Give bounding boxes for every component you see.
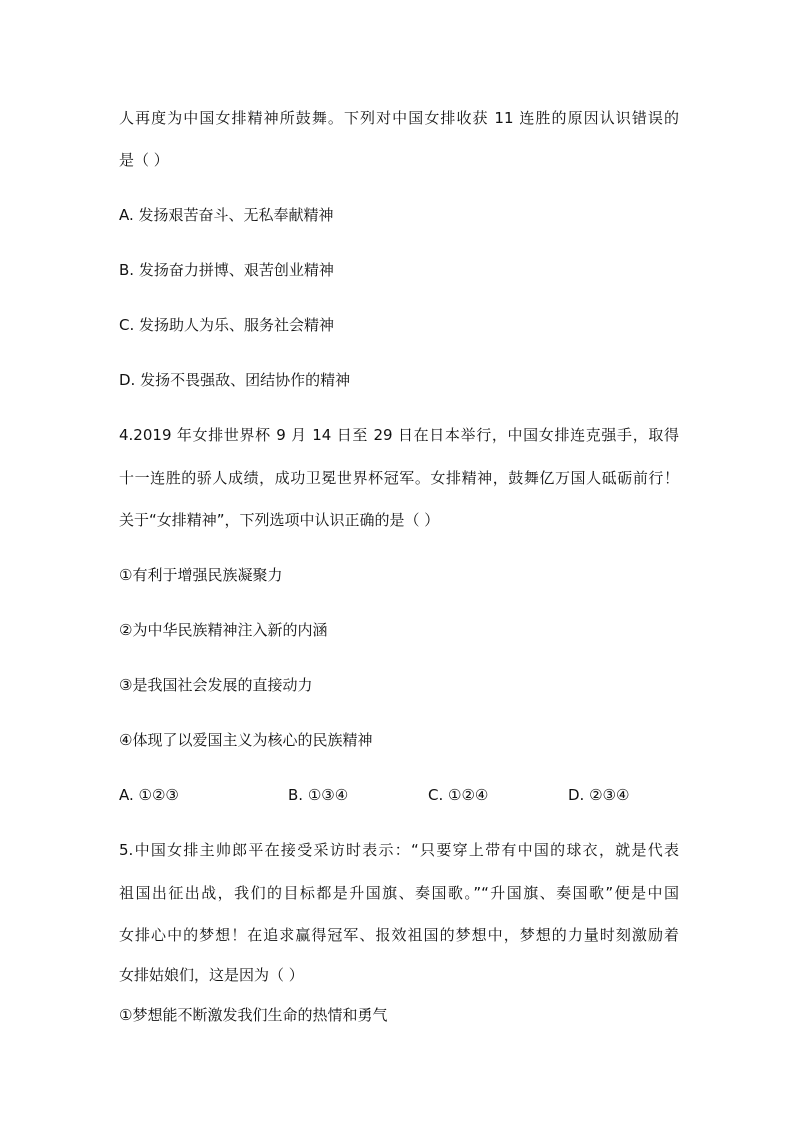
q5-stem-line-3: 女排心中的梦想！在追求赢得冠军、报效祖国的梦想中，梦想的力量时刻激励着 (119, 926, 679, 944)
q3-option-b: B. 发扬奋力拼博、艰苦创业精神 (119, 261, 334, 279)
q4-statement-4: ④体现了以爱国主义为核心的民族精神 (119, 731, 373, 749)
q4-choice-c: C. ①②④ (428, 786, 489, 804)
q4-statement-1: ①有利于增强民族凝聚力 (119, 566, 283, 584)
q4-stem-line-2: 十一连胜的骄人成绩，成功卫冕世界杯冠军。女排精神，鼓舞亿万国人砥砺前行！ (119, 469, 679, 487)
q4-statement-3: ③是我国社会发展的直接动力 (119, 676, 313, 694)
q3-stem-line-1: 人再度为中国女排精神所鼓舞。下列对中国女排收获 11 连胜的原因认识错误的 (119, 109, 679, 127)
q5-stem-line-1: 5.中国女排主帅郎平在接受采访时表示：“只要穿上带有中国的球衣，就是代表 (119, 841, 679, 859)
q5-stem-line-2: 祖国出征出战，我们的目标都是升国旗、奏国歌。”“升国旗、奏国歌”便是中国 (119, 884, 679, 902)
q3-option-c: C. 发扬助人为乐、服务社会精神 (119, 316, 335, 334)
q4-stem-line-1: 4.2019 年女排世界杯 9 月 14 日至 29 日在日本举行，中国女排连克强手，取得 (119, 426, 679, 444)
q3-stem-line-2: 是（ ） (119, 151, 169, 169)
q3-option-a: A. 发扬艰苦奋斗、无私奉献精神 (119, 206, 334, 224)
q4-choice-d: D. ②③④ (568, 786, 630, 804)
q3-option-d: D. 发扬不畏强敌、团结协作的精神 (119, 371, 351, 389)
q5-statement-1: ①梦想能不断激发我们生命的热情和勇气 (119, 1006, 388, 1024)
q4-stem-line-3: 关于“女排精神”，下列选项中认识正确的是（ ） (119, 511, 440, 529)
q4-statement-2: ②为中华民族精神注入新的内涵 (119, 621, 328, 639)
q4-choice-b: B. ①③④ (288, 786, 349, 804)
q5-stem-line-4: 女排姑娘们，这是因为（ ） (119, 966, 304, 984)
q4-choice-a: A. ①②③ (119, 786, 179, 804)
